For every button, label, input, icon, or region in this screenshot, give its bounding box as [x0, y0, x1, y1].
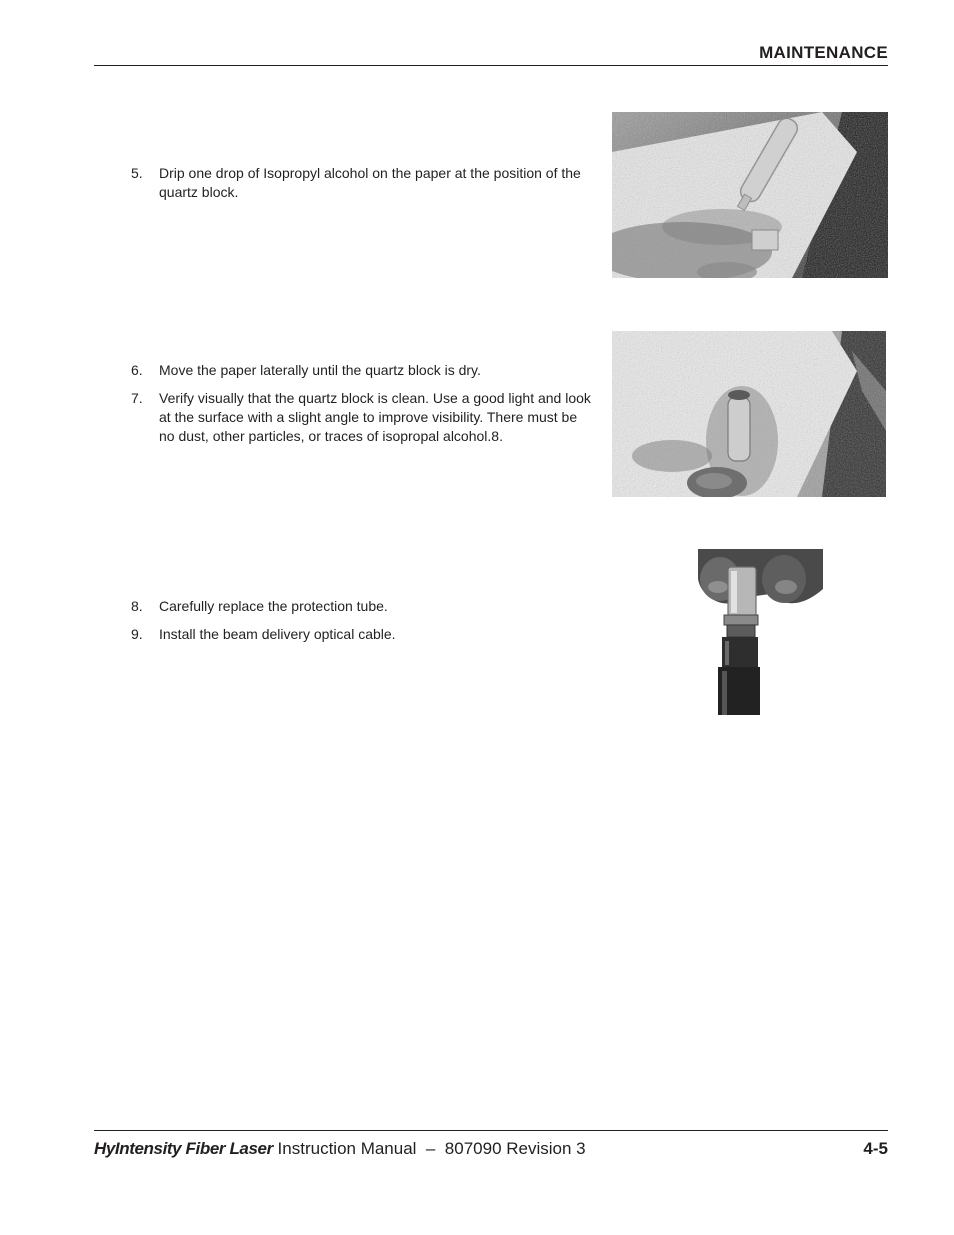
section-title: MAINTENANCE — [759, 43, 888, 62]
step-number: 7. — [131, 390, 143, 406]
fingers-replacing-protection-tube-photo — [698, 549, 823, 715]
step-list-3 — [131, 597, 591, 653]
step-text: Install the beam delivery optical cable. — [159, 626, 396, 642]
step-5 — [131, 164, 591, 202]
step-number: 9. — [131, 626, 143, 642]
lens-paper-on-quartz-block-photo — [612, 331, 886, 497]
step-number: 5. — [131, 165, 143, 181]
step-number: 8. — [131, 598, 143, 614]
step-text: Drip one drop of Isopropyl alcohol on the paper at the position of the quartz block. — [159, 165, 581, 200]
step-6 — [131, 361, 591, 380]
step-7 — [131, 389, 591, 446]
footer-divider — [94, 1130, 888, 1131]
step-9 — [131, 625, 591, 644]
step-text: Verify visually that the quartz block is clean. Use a good light and look at the surface with a slight angle to improve visibility. There must be no dust, other particles, or traces of isopropal alcohol.8. — [159, 390, 591, 444]
product-name: HyIntensity Fiber Laser — [94, 1139, 273, 1158]
footer-line — [94, 1138, 888, 1160]
step-number: 6. — [131, 362, 143, 378]
step-text: Carefully replace the protection tube. — [159, 598, 388, 614]
document-reference: Instruction Manual – 807090 Revision 3 — [277, 1139, 586, 1158]
step-list-1 — [131, 164, 591, 211]
dropper-over-lens-paper-photo — [612, 112, 888, 278]
page-number: 4-5 — [863, 1139, 888, 1158]
step-list-2 — [131, 361, 591, 455]
step-text: Move the paper laterally until the quartz block is dry. — [159, 362, 481, 378]
step-8 — [131, 597, 591, 616]
header-divider — [94, 65, 888, 66]
